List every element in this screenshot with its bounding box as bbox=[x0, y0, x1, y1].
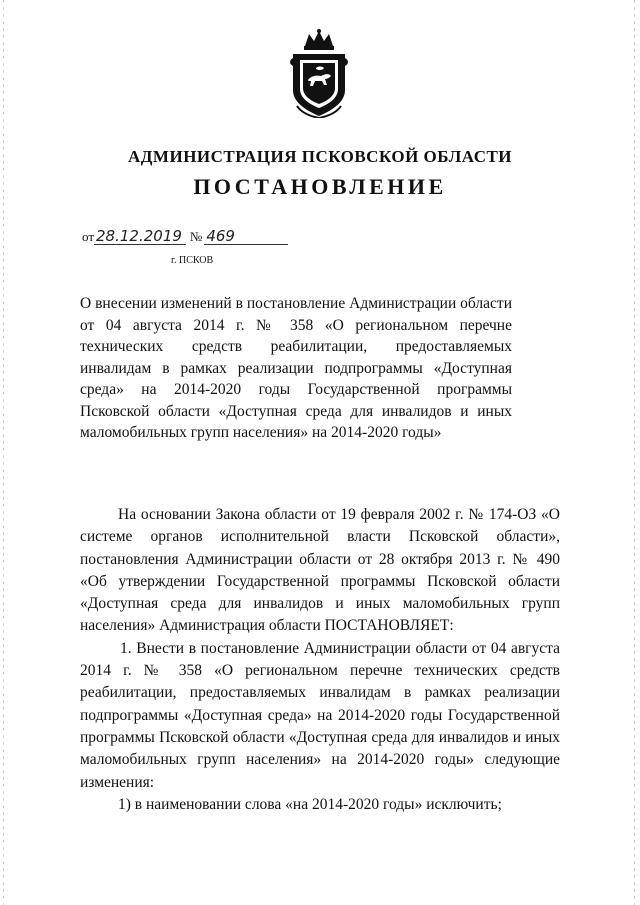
document-type-heading: ПОСТАНОВЛЕНИЕ bbox=[193, 174, 447, 199]
document-subject: О внесении изменений в постановление Администрации области от 04 августа 2014 г. № 358 «О региональном перечне технических средств реабилитации, предоставляемых инвалидам в рамках реализации подпрограммы «Доступная среда» на 2014-2020 годы Государственной программы Псковской области «Доступная среда для инвалидов и иных маломобильных групп населения» на 2014-2020 годы» bbox=[80, 295, 512, 441]
scan-edge-left bbox=[3, 0, 4, 905]
pskov-coat-of-arms-icon bbox=[283, 28, 355, 118]
organization-title: АДМИНИСТРАЦИЯ ПСКОВСКОЙ ОБЛАСТИ bbox=[127, 147, 513, 166]
item-1-paragraph: 1. Внести в постановление Администрации области от 04 августа 2014 г. № 358 «О региональном перечне технических средств реабилитации, предоставляемых инвалидам в рамках реализации подпрограммы «Доступная среда» на 2014-2020 годы Государственной программы Псковской области «Доступная среда для инвалидов и иных маломобильных групп населения» на 2014-2020 годы» следующие изменения: bbox=[80, 639, 560, 791]
date-number-line bbox=[82, 228, 288, 245]
handwritten-date: 28.12.2019 bbox=[94, 228, 186, 245]
scan-edge-right bbox=[634, 0, 635, 905]
subitem-1-paragraph: 1) в наименовании слова «на 2014-2020 годы» исключить; bbox=[118, 795, 502, 813]
city-label: г. ПСКОВ bbox=[171, 255, 214, 266]
preamble-paragraph: На основании Закона области от 19 февраля 2002 г. № 174-ОЗ «О системе органов исполнительной власти Псковской области», постановления Администрации области от 28 октября 2013 г. № 490 «Об утверждении Государственной программы Псковской области «Доступная среда для инвалидов и иных маломобильных групп населения» Администрация области ПОСТАНОВЛЯЕТ: bbox=[80, 506, 560, 635]
handwritten-number: 469 bbox=[204, 228, 288, 245]
date-prefix: от bbox=[82, 229, 95, 244]
document-body bbox=[80, 504, 560, 816]
number-label: № bbox=[189, 229, 203, 244]
